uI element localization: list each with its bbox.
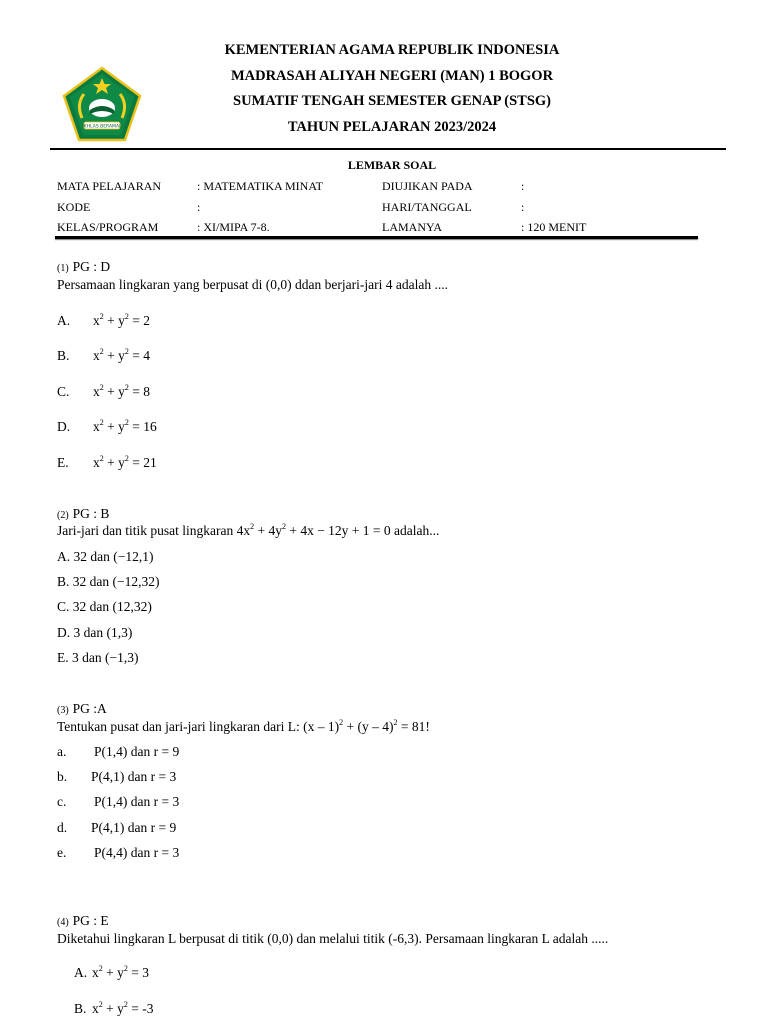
q2-option-b: B. 32 dan (−12,32) xyxy=(57,574,160,589)
q4-header: (4) PG : E xyxy=(57,913,109,928)
info-label-duration: LAMANYA xyxy=(382,220,442,234)
q1-option-a: A. $x^2 + y^2 = 2$ xyxy=(57,312,150,328)
logo-motto: IKHLAS BERAMAL xyxy=(82,124,122,130)
info-value-duration: : 120 MENIT xyxy=(521,220,587,234)
q3-option-e: e. P(4,4) dan r = 3 xyxy=(57,845,180,860)
header-school: MADRASAH ALIYAH NEGERI (MAN) 1 BOGOR xyxy=(230,68,554,84)
info-label-day: HARI/TANGGAL xyxy=(382,200,472,214)
header-year: TAHUN PELAJARAN 2023/2024 xyxy=(287,119,497,135)
info-value-code: : xyxy=(197,200,201,214)
info-value-subject: : MATEMATIKA MINAT xyxy=(197,179,323,193)
info-divider xyxy=(55,236,698,239)
q4-text: Diketahui lingkaran L berpusat di titik (0,0) dan melalui titik (-6,3). Persamaan lingkaran L adalah ..... xyxy=(57,931,609,946)
q3-option-c: c. P(1,4) dan r = 3 xyxy=(57,794,180,809)
q3-option-a: a. P(1,4) dan r = 9 xyxy=(57,744,180,759)
q2-option-e: E. 3 dan (−1,3) xyxy=(57,650,139,665)
q2-option-a: A. 32 dan (−12,1) xyxy=(57,549,154,564)
q2-text: Jari-jari dan titik pusat lingkaran $4x^2 + 4y^2 + 4x - 12y + 1 = 0$ adalah... xyxy=(57,522,440,538)
q2-option-d: D. 3 dan (1,3) xyxy=(57,625,133,640)
q3-text: Tentukan pusat dan jari-jari lingkaran dari L: (x – 1)$^2$ + (y – 4)$^2$ = 81! xyxy=(57,718,430,734)
q2-header: (2) PG : B xyxy=(57,506,110,521)
q4-option-b: B. $x^2 + y^2 = -3$ xyxy=(74,1000,154,1016)
info-label-exam-date: DIUJIKAN PADA xyxy=(382,179,473,193)
sheet-title: LEMBAR SOAL xyxy=(347,158,437,172)
q1-option-c: C. $x^2 + y^2 = 8$ xyxy=(57,383,150,399)
q1-text: Persamaan lingkaran yang berpusat di (0,0) ddan berjari-jari 4 adalah .... xyxy=(57,277,448,292)
q4-option-a: A. $x^2 + y^2 = 3$ xyxy=(74,964,149,980)
q3-option-d: d. P(4,1) dan r = 9 xyxy=(57,820,177,835)
q3-header: (3) PG :A xyxy=(57,701,107,716)
info-label-code: KODE xyxy=(57,200,91,214)
header-divider xyxy=(50,148,726,150)
q1-option-e: E. $x^2 + y^2 = 21$ xyxy=(57,454,157,470)
info-value-day: : xyxy=(521,200,525,214)
q1-option-d: D. $x^2 + y^2 = 16$ xyxy=(57,418,157,434)
info-label-class: KELAS/PROGRAM xyxy=(57,220,159,234)
header-ministry: KEMENTERIAN AGAMA REPUBLIK INDONESIA xyxy=(224,42,560,58)
q2-option-c: C. 32 dan (12,32) xyxy=(57,599,152,614)
q3-option-b: b. P(4,1) dan r = 3 xyxy=(57,769,177,784)
header-exam: SUMATIF TENGAH SEMESTER GENAP (STSG) xyxy=(233,93,551,109)
info-label-subject: MATA PELAJARAN xyxy=(57,179,162,193)
q1-header: (1) PG : D xyxy=(57,259,111,274)
info-value-exam-date: : xyxy=(521,179,525,193)
info-value-class: : XI/MIPA 7-8. xyxy=(197,220,270,234)
q1-option-b: B. $x^2 + y^2 = 4$ xyxy=(57,347,150,363)
